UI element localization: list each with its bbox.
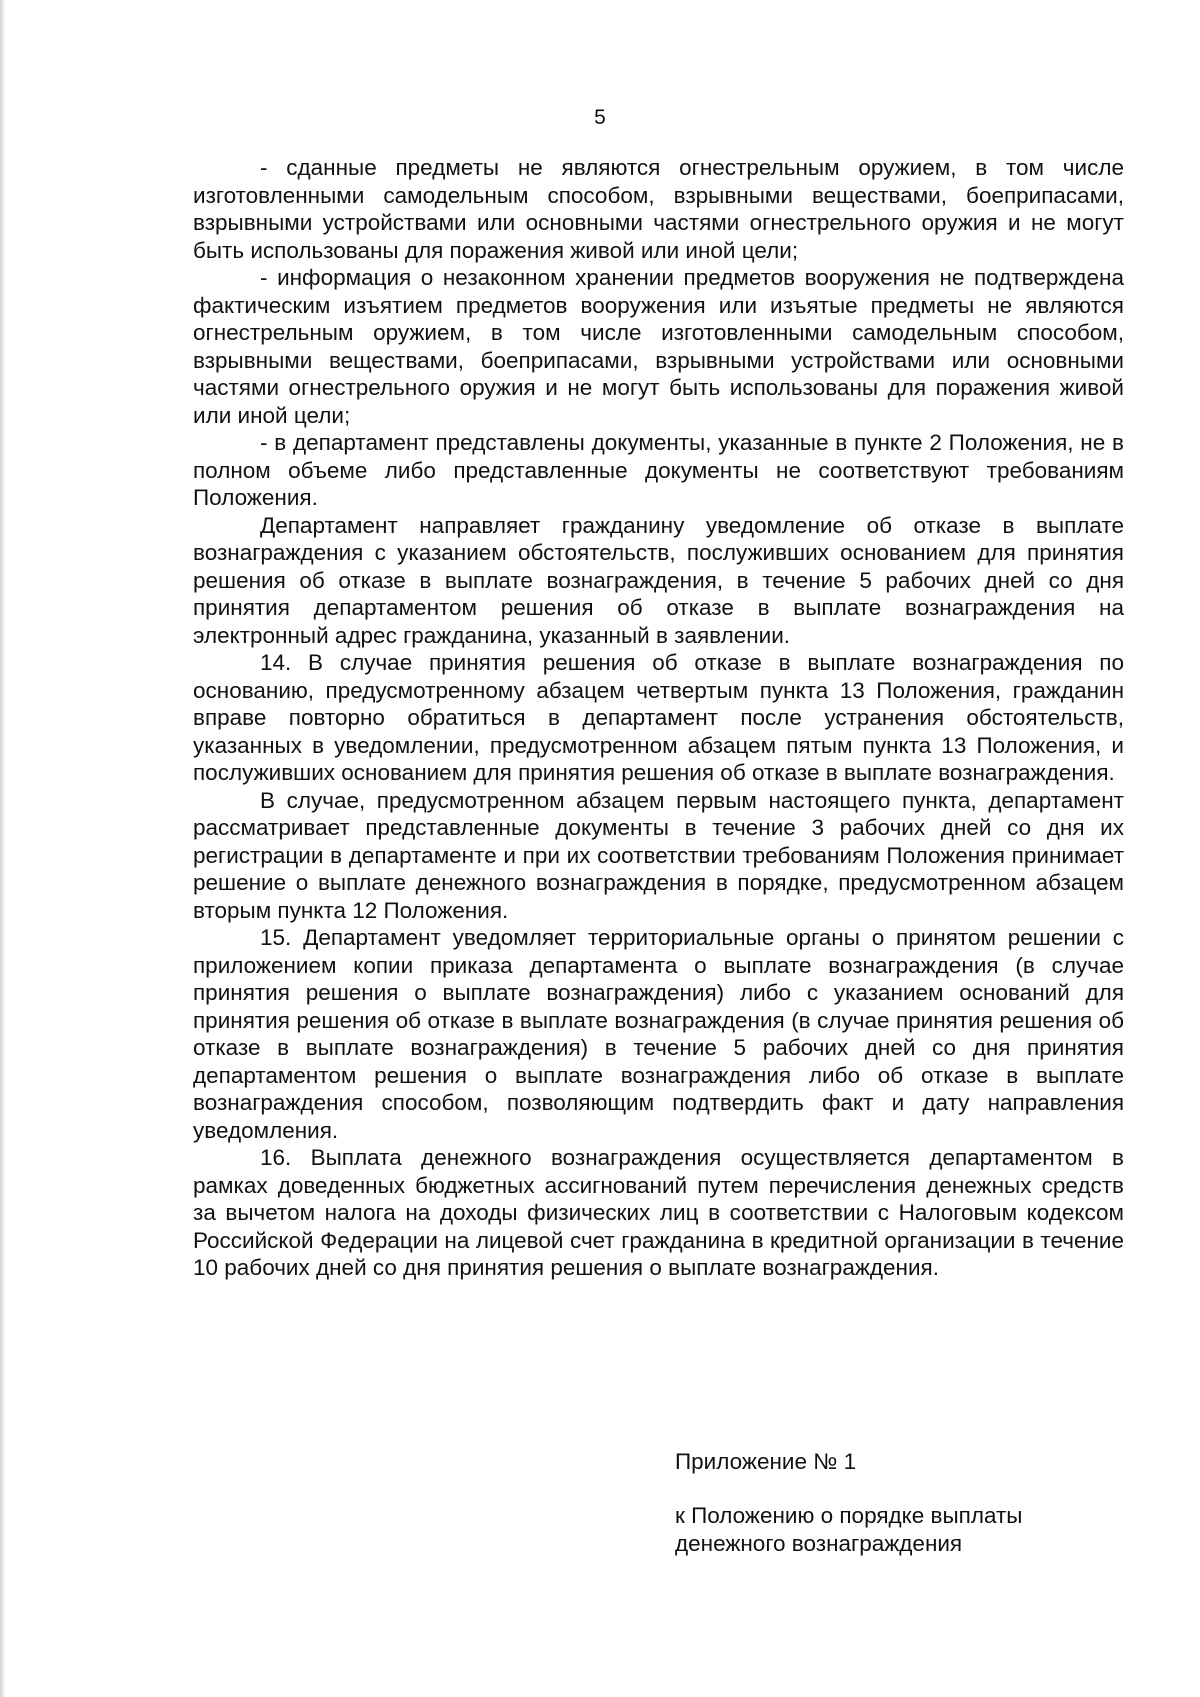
document-body [193,154,1124,1282]
paragraph-clause-16: 16. Выплата денежного вознаграждения осуществляется департаментом в рамках доведенных бюджетных ассигнований путем перечисления денежных средств за вычетом налога на доходы физических лиц в соответствии с Налоговым кодексом Российской Федерации на лицевой счет гражданина в кредитной организации в течение 10 рабочих дней со дня принятия решения о выплате вознаграждения. [193,1145,1124,1280]
paragraph-item-3: - в департамент представлены документы, указанные в пункте 2 Положения, не в полном объеме либо представленные документы не соответствуют требованиям Положения. [193,430,1124,510]
paragraph-clause-14: 14. В случае принятия решения об отказе в выплате вознаграждения по основанию, предусмотренному абзацем четвертым пункта 13 Положения, гражданин вправе повторно обратиться в департамент после устранения обстоятельств, указанных в уведомлении, предусмотренном абзацем пятым пункта 13 Положения, и послуживших основанием для принятия решения об отказе в выплате вознаграждения. [193,650,1124,785]
paragraph-clause-15: 15. Департамент уведомляет территориальные органы о принятом решении с приложением копии приказа департамента о выплате вознаграждения (в случае принятия решения о выплате вознаграждения) либо с указанием оснований для принятия решения об отказе в выплате вознаграждения (в случае принятия решения об отказе в выплате вознаграждения) в течение 5 рабочих дней со дня принятия департаментом решения о выплате вознаграждения либо об отказе в выплате вознаграждения способом, позволяющим подтвердить факт и дату направления уведомления. [193,925,1124,1143]
paragraph-item-1: - сданные предметы не являются огнестрельным оружием, в том числе изготовленными самодельным способом, взрывными веществами, боеприпасами, взрывными устройствами или основными частями огнестрельного оружия и не могут быть использованы для поражения живой или иной цели; [193,155,1124,263]
paragraph-notification: Департамент направляет гражданину уведомление об отказе в выплате вознаграждения с указанием обстоятельств, послуживших основанием для принятия решения об отказе в выплате вознаграждения, в течение 5 рабочих дней со дня принятия департаментом решения об отказе в выплате вознаграждения на электронный адрес гражданина, указанный в заявлении. [193,512,1124,648]
appendix-block [675,1448,1095,1558]
appendix-ref-line-1: к Положению о порядке выплаты [675,1503,1023,1528]
page-number: 5 [594,106,606,129]
appendix-title: Приложение № 1 [675,1449,857,1474]
paragraph-item-2: - информация о незаконном хранении предметов вооружения не подтверждена фактическим изъятием предметов вооружения или изъятые предметы не являются огнестрельным оружием, в том числе изготовленными самодельным способом, взрывными веществами, боеприпасами, взрывными устройствами или основными частями огнестрельного оружия и не могут быть использованы для поражения живой или иной цели; [193,265,1124,428]
paragraph-clause-14-cont: В случае, предусмотренном абзацем первым настоящего пункта, департамент рассматривает представленные документы в течение 3 рабочих дней со дня их регистрации в департаменте и при их соответствии требованиям Положения принимает решение о выплате денежного вознаграждения в порядке, предусмотренном абзацем вторым пункта 12 Положения. [193,787,1124,923]
appendix-ref-line-2: денежного вознаграждения [675,1531,963,1556]
